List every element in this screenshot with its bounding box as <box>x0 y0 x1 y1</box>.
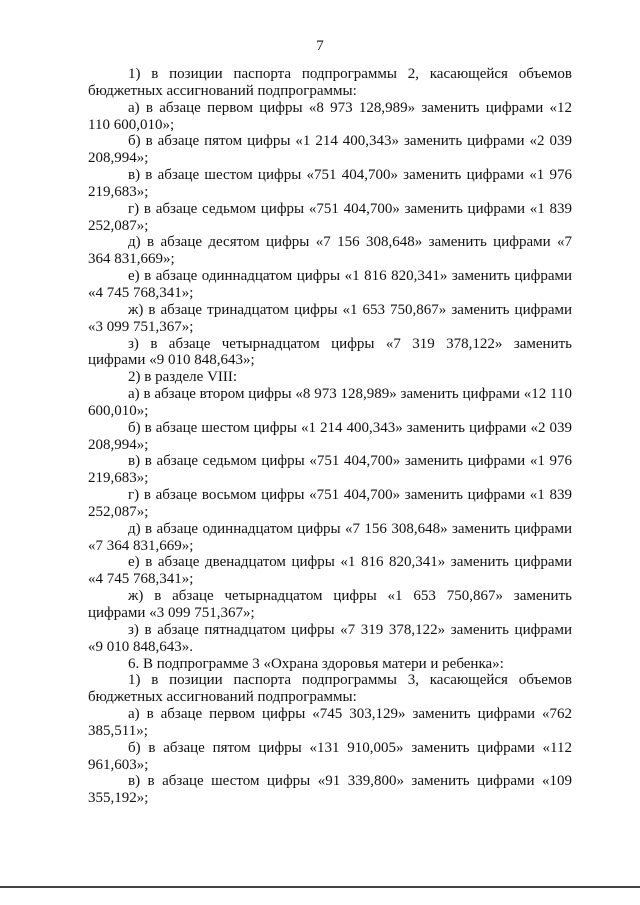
paragraph-item-g: г) в абзаце седьмом цифры «751 404,700» заменить цифрами «1 839 252,087»; <box>88 200 572 234</box>
paragraph-section-viii-item-zh: ж) в абзаце четырнадцатом цифры «1 653 750,867» заменить цифрами «3 099 751,367»; <box>88 588 572 621</box>
paragraph-sub3-item-b: б) в абзаце пятом цифры «131 910,005» заменить цифрами «112 961,603»; <box>88 739 572 773</box>
paragraph-item-d: д) в абзаце десятом цифры «7 156 308,648» заменить цифрами «7 364 831,669»; <box>88 234 572 268</box>
paragraph-section-viii-item-a: а) в абзаце втором цифры «8 973 128,989» заменить цифрами «12 110 600,010»; <box>88 386 572 419</box>
paragraph-passport-subprogram-3: 1) в позиции паспорта подпрограммы 3, касающейся объемов бюджетных ассигнований подпрограммы: <box>88 672 572 706</box>
paragraph-subprogram-3-heading: 6. В подпрограмме 3 «Охрана здоровья матери и ребенка»: <box>128 655 504 672</box>
paragraph-item-b: б) в абзаце пятом цифры «1 214 400,343» заменить цифрами «2 039 208,994»; <box>88 133 572 167</box>
paragraph-section-viii-item-e: е) в абзаце двенадцатом цифры «1 816 820,341» заменить цифрами «4 745 768,341»; <box>88 554 572 588</box>
paragraph-sub3-item-a: а) в абзаце первом цифры «745 303,129» заменить цифрами «762 385,511»; <box>88 706 572 739</box>
paragraph-section-viii-item-z: з) в абзаце пятнадцатом цифры «7 319 378,122» заменить цифрами «9 010 848,643». <box>88 621 572 655</box>
paragraph-sub3-item-v: в) в абзаце шестом цифры «91 339,800» заменить цифрами «109 355,192»; <box>88 773 572 807</box>
page-number: 7 <box>316 38 324 54</box>
paragraph-section-viii-item-b: б) в абзаце шестом цифры «1 214 400,343» заменить цифрами «2 039 208,994»; <box>88 419 572 453</box>
paragraph-item-zh: ж) в абзаце тринадцатом цифры «1 653 750,867» заменить цифрами «3 099 751,367»; <box>88 301 572 335</box>
scan-edge-line <box>0 886 640 888</box>
paragraph-section-viii: 2) в разделе VIII: <box>128 369 238 386</box>
paragraph-item-a: а) в абзаце первом цифры «8 973 128,989» заменить цифрами «12 110 600,010»; <box>88 99 572 133</box>
paragraph-passport-subprogram-2: 1) в позиции паспорта подпрограммы 2, касающейся объемов бюджетных ассигнований подпрограммы: <box>88 66 572 99</box>
document-body <box>88 66 572 807</box>
paragraph-section-viii-item-v: в) в абзаце седьмом цифры «751 404,700» заменить цифрами «1 976 219,683»; <box>88 453 572 487</box>
paragraph-section-viii-item-d: д) в абзаце одиннадцатом цифры «7 156 308,648» заменить цифрами «7 364 831,669»; <box>88 520 572 554</box>
paragraph-item-z: з) в абзаце четырнадцатом цифры «7 319 378,122» заменить цифрами «9 010 848,643»; <box>88 335 572 369</box>
paragraph-item-v: в) в абзаце шестом цифры «751 404,700» заменить цифрами «1 976 219,683»; <box>88 167 572 200</box>
paragraph-item-e: е) в абзаце одиннадцатом цифры «1 816 820,341» заменить цифрами «4 745 768,341»; <box>88 268 572 301</box>
paragraph-section-viii-item-g: г) в абзаце восьмом цифры «751 404,700» заменить цифрами «1 839 252,087»; <box>88 487 572 520</box>
